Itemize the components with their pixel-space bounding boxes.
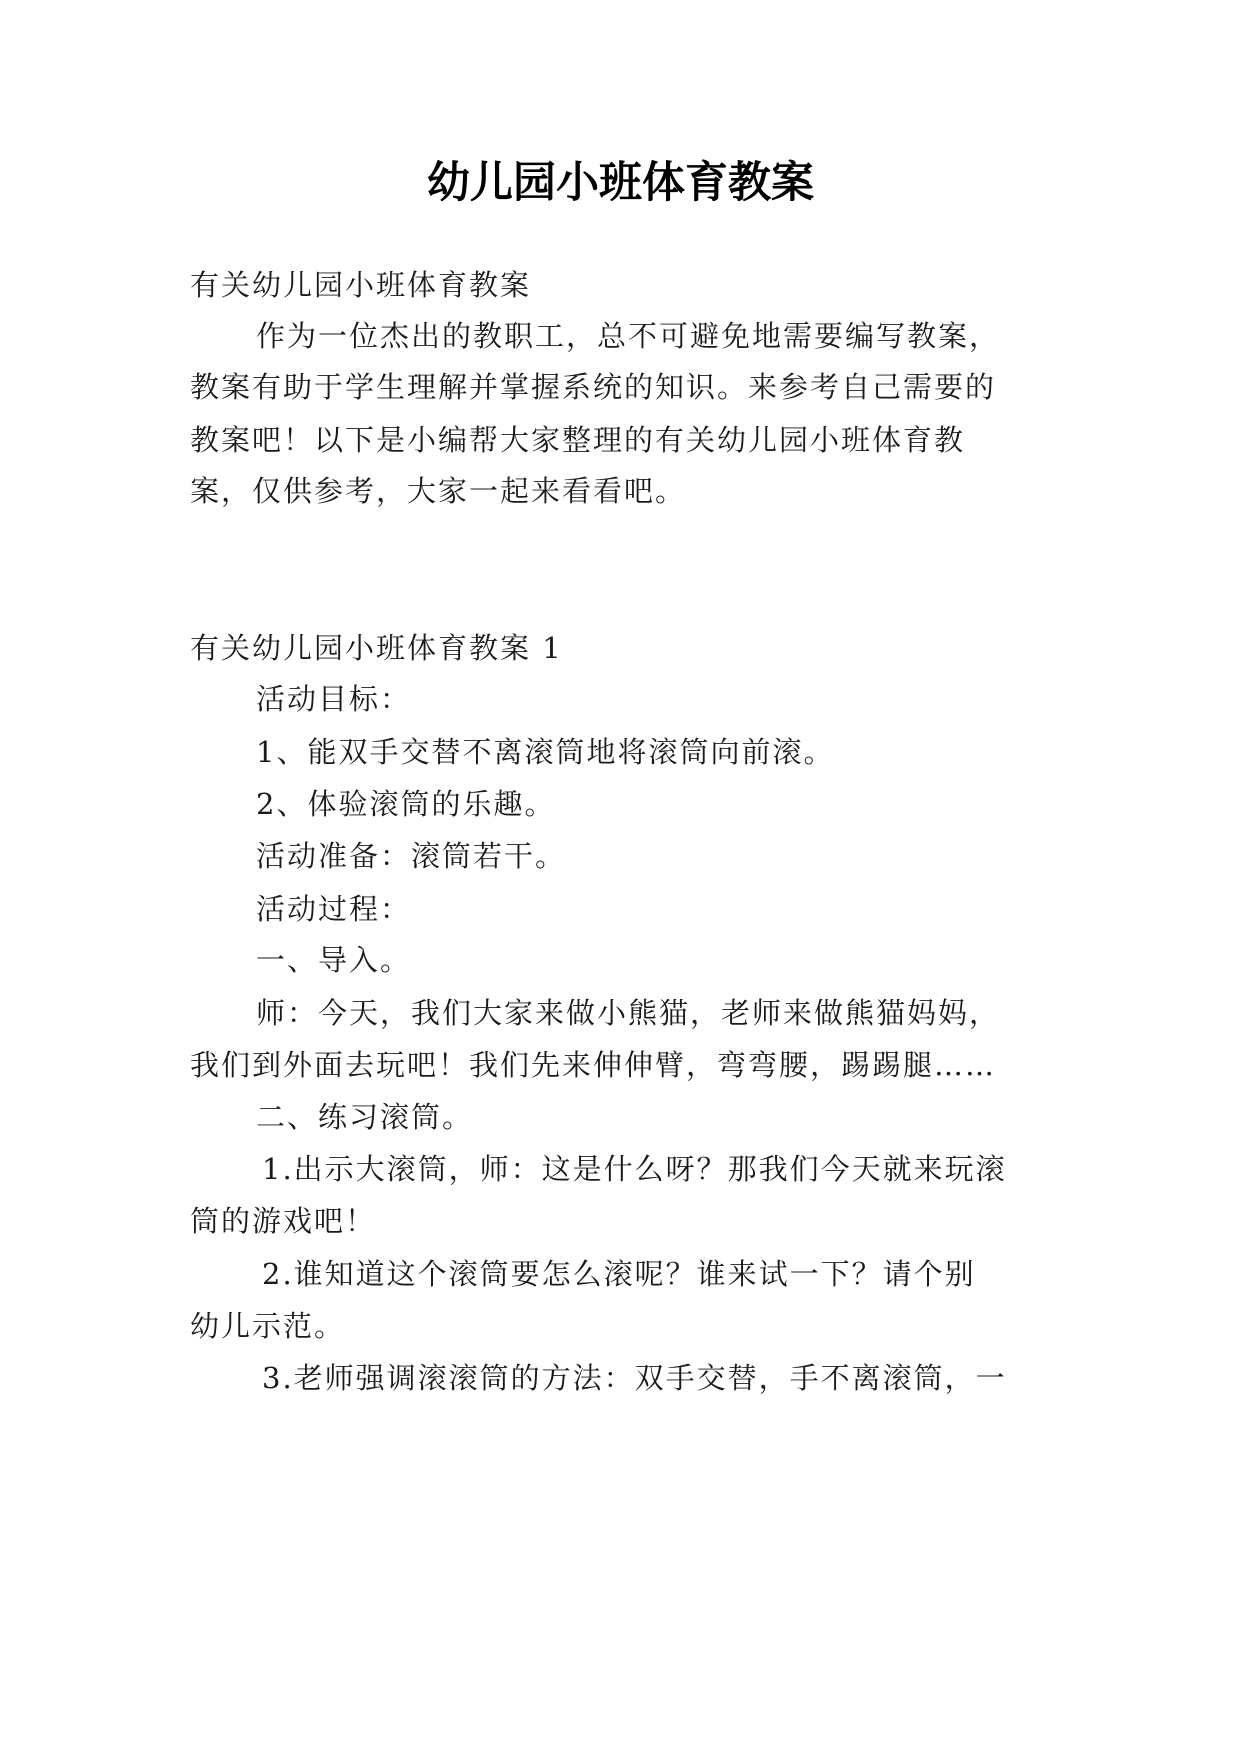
paragraph-line: 1、能双手交替不离滚筒地将滚筒向前滚。 bbox=[256, 735, 835, 769]
paragraph-line: 活动准备：滚筒若干。 bbox=[256, 839, 567, 873]
section-heading: 有关幼儿园小班体育教案 1 bbox=[190, 631, 563, 665]
paragraph-line: 一、导入。 bbox=[256, 943, 412, 977]
doc-heading: 有关幼儿园小班体育教案 bbox=[190, 268, 532, 302]
intro-line-1: 作为一位杰出的教职工，总不可避免地需要编写教案， bbox=[256, 319, 1001, 353]
paragraph-line: 师：今天，我们大家来做小熊猫，老师来做熊猫妈妈， bbox=[256, 996, 1001, 1030]
paragraph-line: 我们到外面去玩吧！我们先来伸伸臂，弯弯腰，踢踢腿…… bbox=[190, 1048, 997, 1082]
intro-line-4: 案，仅供参考，大家一起来看看吧。 bbox=[190, 474, 687, 508]
intro-line-3: 教案吧！以下是小编帮大家整理的有关幼儿园小班体育教 bbox=[190, 423, 966, 457]
paragraph-line: 二、练习滚筒。 bbox=[256, 1100, 474, 1134]
document-title: 幼儿园小班体育教案 bbox=[427, 158, 814, 208]
paragraph-line: 筒的游戏吧！ bbox=[190, 1204, 377, 1238]
intro-line-2: 教案有助于学生理解并掌握系统的知识。来参考自己需要的 bbox=[190, 370, 997, 404]
paragraph-line: 2、体验滚筒的乐趣。 bbox=[256, 787, 556, 821]
paragraph-line: 幼儿示范。 bbox=[190, 1309, 346, 1343]
paragraph-line: 3.老师强调滚滚筒的方法：双手交替，手不离滚筒，一 bbox=[262, 1361, 1007, 1395]
paragraph-line: 1.出示大滚筒，师：这是什么呀？那我们今天就来玩滚 bbox=[262, 1152, 1007, 1186]
paragraph-line: 活动目标： bbox=[256, 682, 412, 716]
paragraph-line: 活动过程： bbox=[256, 892, 412, 926]
paragraph-line: 2.谁知道这个滚筒要怎么滚呢？谁来试一下？请个别 bbox=[262, 1257, 976, 1291]
